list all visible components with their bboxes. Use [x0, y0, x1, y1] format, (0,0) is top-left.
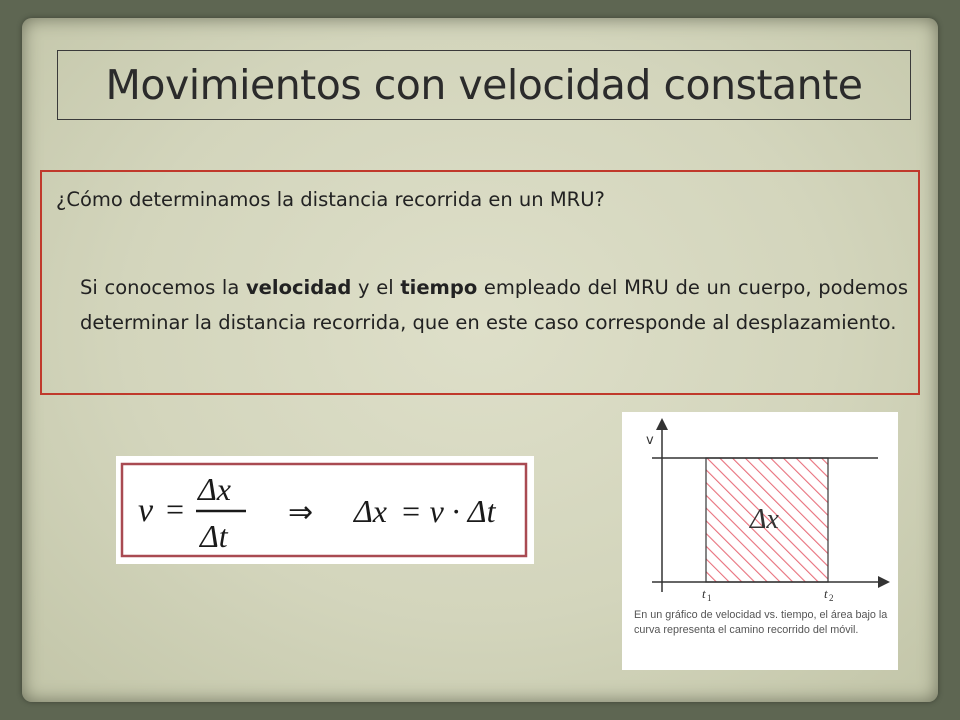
- y-axis-label: v: [646, 433, 654, 448]
- formula-numerator: Δx: [198, 471, 231, 507]
- formula-svg: [116, 456, 534, 564]
- formula-equals: =: [166, 491, 185, 527]
- formula-lhs: Δx: [354, 493, 387, 529]
- explanation-paragraph: [80, 270, 908, 340]
- keyword-velocidad: velocidad: [245, 276, 352, 299]
- velocity-time-graph: [622, 412, 898, 670]
- title-box: [57, 50, 911, 120]
- content-frame: [40, 170, 920, 395]
- t2-label: t: [824, 586, 828, 601]
- area-label: Δx: [750, 504, 779, 535]
- paragraph-text-3: empleado del MRU de un cuerpo, podemos determinar la distancia recorrida, que en este caso corresponde al desplazamiento.: [80, 276, 908, 334]
- t1-subscript: 1: [707, 593, 712, 602]
- formula-rhs: = v · Δt: [400, 493, 496, 529]
- graph-caption: En un gráfico de velocidad vs. tiempo, el área bajo la curva representa el camino recorrido del móvil.: [634, 609, 888, 636]
- question-text: ¿Cómo determinamos la distancia recorrida en un MRU?: [56, 188, 605, 211]
- t1-label: t: [702, 586, 706, 601]
- paragraph-text-1: Si conocemos la: [80, 276, 246, 299]
- paragraph-text-2: y el: [351, 276, 401, 299]
- slide-title: Movimientos con velocidad constante: [105, 61, 863, 109]
- formula-v: v: [138, 492, 154, 529]
- implies-arrow-icon: ⇒: [288, 495, 314, 530]
- formula-image: [116, 456, 534, 564]
- t2-subscript: 2: [829, 593, 834, 602]
- keyword-tiempo: tiempo: [400, 276, 478, 299]
- graph-svg: [622, 412, 898, 602]
- formula-denominator: Δt: [200, 518, 228, 554]
